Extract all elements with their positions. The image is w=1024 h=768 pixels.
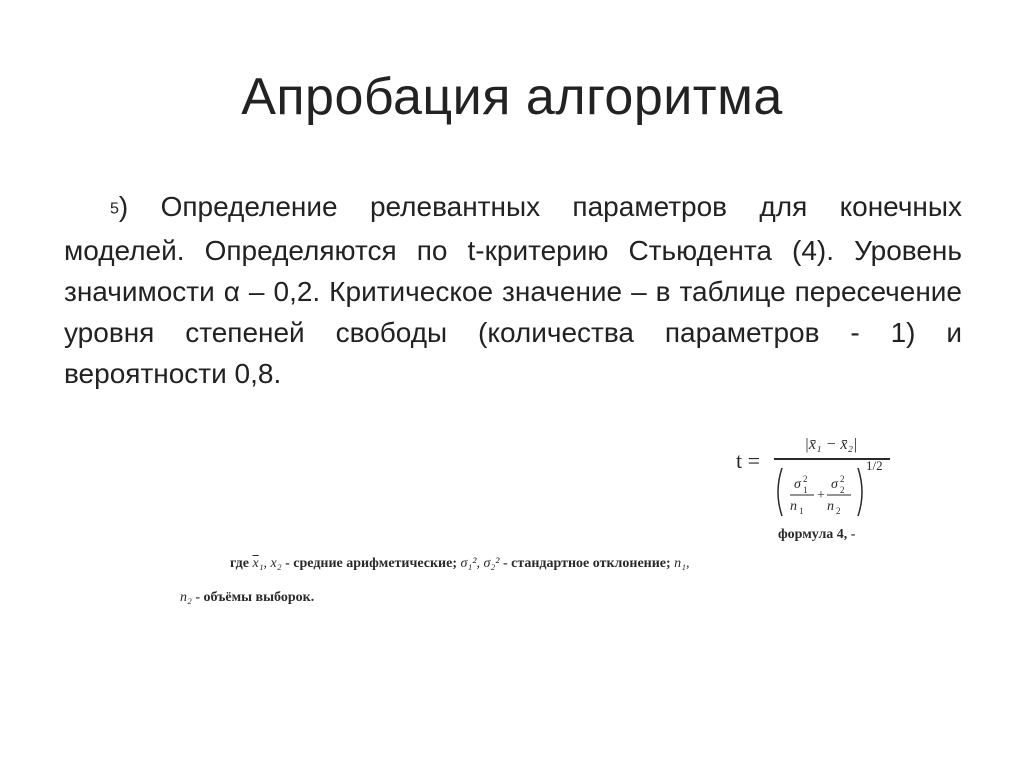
formula-exponent: 1/2: [866, 458, 883, 473]
svg-text:n: n: [827, 499, 834, 514]
svg-text:σ: σ: [794, 477, 801, 492]
where-word: где: [230, 556, 249, 571]
means-description: - средние арифметические;: [285, 556, 457, 571]
paragraph-text: ) Определение релевантных параметров для конечных моделей. Определяются по t-критерию Стьюдента (4). Уровень значимости α – 0,2. Критическое значение – в таблице пересечение уровня степеней свободы (количества параметров - 1) и вероятности 0,8.: [64, 191, 962, 389]
legend-line-1: [230, 556, 690, 572]
sizes-description: - объёмы выборок.: [195, 590, 315, 605]
formula-denominator: [774, 462, 904, 522]
symbol-n2: n₂: [180, 590, 192, 605]
body-paragraph: [64, 186, 962, 394]
svg-text:σ: σ: [831, 477, 838, 492]
item-number: 5: [110, 200, 119, 218]
symbol-sigma: σ₁², σ₂²: [460, 556, 500, 571]
slide-title: Апробация алгоритма: [241, 68, 783, 126]
svg-text:+: +: [817, 488, 825, 503]
formula-lhs: t =: [736, 448, 761, 473]
svg-text:2: 2: [840, 485, 845, 495]
symbol-means: $\overline{x}_1$, x₂: [252, 556, 282, 571]
legend-line-2: [180, 590, 314, 606]
svg-text:1: 1: [799, 506, 804, 516]
formula-caption: формула 4, -: [778, 527, 856, 542]
svg-text:2: 2: [803, 474, 808, 484]
std-description: - стандартное отклонение;: [502, 556, 671, 571]
svg-text:n: n: [790, 499, 797, 514]
t-test-formula: [736, 436, 906, 524]
svg-text:1: 1: [803, 485, 808, 495]
svg-text:2: 2: [840, 474, 845, 484]
formula-numerator: |x̄₁ − x̄₂|: [804, 436, 858, 453]
symbol-n1: n₁,: [674, 556, 690, 571]
svg-text:2: 2: [836, 506, 841, 516]
